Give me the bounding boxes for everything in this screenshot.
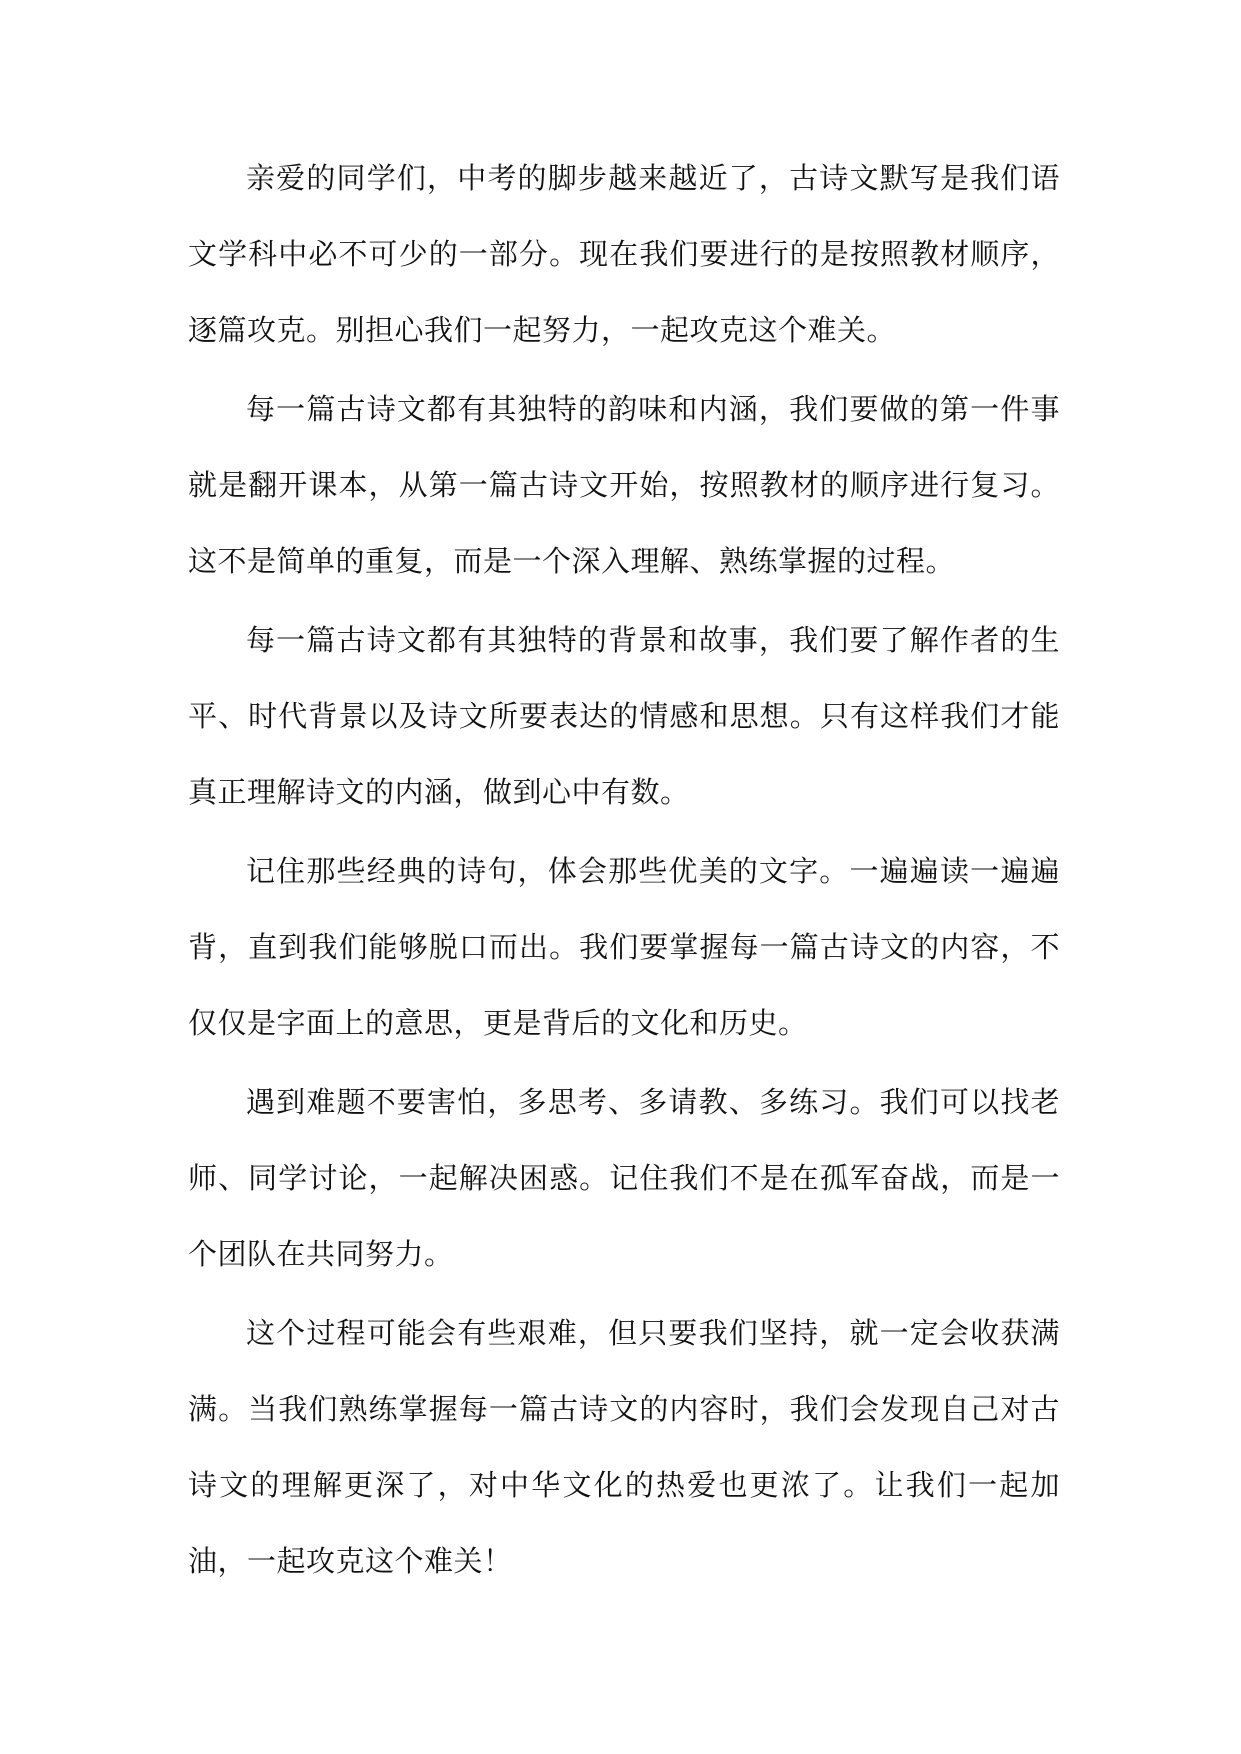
paragraph-3: 每一篇古诗文都有其独特的背景和故事，我们要了解作者的生平、时代背景以及诗文所要表达的情感和思想。只有这样我们才能真正理解诗文的内涵，做到心中有数。 [188, 623, 1060, 809]
paragraph-5: 遇到难题不要害怕，多思考、多请教、多练习。我们可以找老师、同学讨论，一起解决困惑。记住我们不是在孤军奋战，而是一个团队在共同努力。 [188, 1085, 1060, 1271]
paragraph-4: 记住那些经典的诗句，体会那些优美的文字。一遍遍读一遍遍背，直到我们能够脱口而出。我们要掌握每一篇古诗文的内容，不仅仅是字面上的意思，更是背后的文化和历史。 [188, 854, 1060, 1040]
paragraph-2: 每一篇古诗文都有其独特的韵味和内涵，我们要做的第一件事就是翻开课本，从第一篇古诗文开始，按照教材的顺序进行复习。这不是简单的重复，而是一个深入理解、熟练掌握的过程。 [188, 392, 1060, 578]
paragraph-1: 亲爱的同学们，中考的脚步越来越近了，古诗文默写是我们语文学科中必不可少的一部分。现在我们要进行的是按照教材顺序，逐篇攻克。别担心我们一起努力，一起攻克这个难关。 [188, 161, 1060, 347]
document-body [188, 140, 1060, 1602]
paragraph-6: 这个过程可能会有些艰难，但只要我们坚持，就一定会收获满满。当我们熟练掌握每一篇古诗文的内容时，我们会发现自己对古诗文的理解更深了，对中华文化的热爱也更浓了。让我们一起加油，一起攻克这个难关！ [188, 1316, 1060, 1578]
